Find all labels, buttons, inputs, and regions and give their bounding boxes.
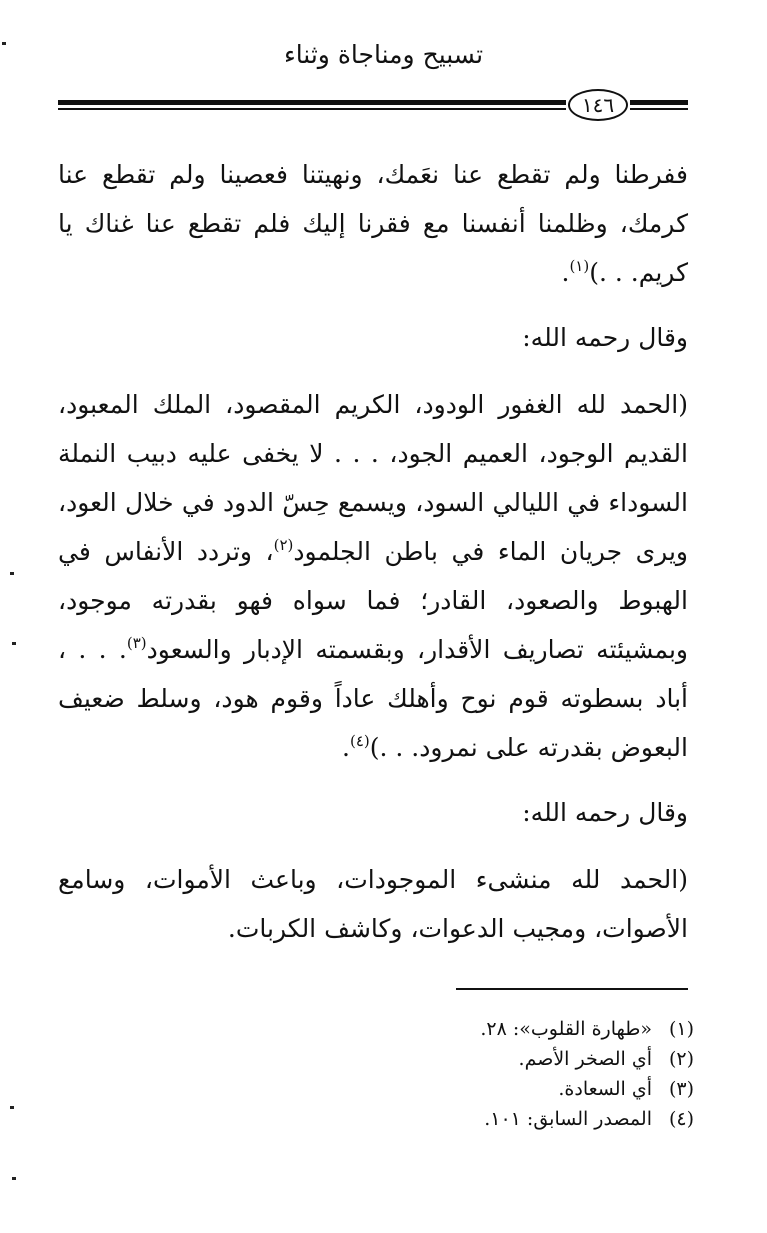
paragraph-2-text-c: . . . ، أباد بسطوته قوم نوح وأهلك عاداً وقوم هود، وسلط ضعيف البعوض بقدرته على نمرود. . .)	[58, 635, 688, 762]
running-title: تسبيح ومناجاة وثناء	[283, 40, 484, 69]
said-line-2: وقال رحمه الله:	[522, 798, 688, 827]
page-number: ١٤٦	[568, 89, 628, 121]
paragraph-1-end: .	[561, 258, 570, 287]
footnote-text: أي السعادة.	[558, 1078, 652, 1100]
footnote-number: (١)	[668, 1018, 694, 1040]
footnote-ref-1: (١)	[569, 257, 590, 275]
paragraph-2-text-a: (الحمد لله الغفور الودود، الكريم المقصود، الملك المعبود، القديم الوجود، العميم الجود، . . . لا يخفى عليه دبيب النملة السوداء في الليالي السود، ويسمع حِسّ الدود في خلال العود، ويرى جريان الماء في باطن الجلمود	[58, 390, 689, 566]
margin-speck	[2, 42, 6, 45]
footnote-number: (٢)	[668, 1048, 694, 1070]
margin-speck	[12, 642, 16, 645]
footnote-3	[58, 1074, 694, 1104]
footnote-text: المصدر السابق: ١٠١.	[484, 1108, 652, 1130]
paragraph-3: (الحمد لله منشىء الموجودات، وباعث الأموات، وسامع الأصوات، ومجيب الدعوات، وكاشف الكربات.	[58, 865, 688, 943]
footnote-2	[58, 1044, 694, 1074]
footnote-text: أي الصخر الأصم.	[518, 1048, 652, 1070]
footnote-ref-3: (٣)	[126, 634, 147, 652]
paragraph-2-text-b: ، وتردد الأنفاس في الهبوط والصعود، القادر؛ فما سواه فهو بقدرته موجود، وبمشيئته تصاريف الأقدار، وبقسمته الإدبار والسعود	[58, 537, 689, 664]
paragraph-2-end: .	[342, 733, 350, 762]
margin-speck	[12, 1177, 16, 1180]
header-rule-right-line	[630, 100, 688, 110]
footnote-number: (٤)	[668, 1108, 694, 1130]
margin-speck	[10, 1106, 14, 1109]
footnote-ref-2: (٢)	[273, 536, 294, 554]
paragraph-1-text: ففرطنا ولم تقطع عنا نعَمك، ونهيتنا فعصينا ولم تقطع عنا كرمك، وظلمنا أنفسنا مع فقرنا إليك فلم تقطع عنا غناك يا كريم. . .)	[58, 160, 688, 287]
paragraph-1	[58, 150, 688, 297]
footnote-4	[58, 1104, 694, 1134]
footnotes	[58, 1014, 694, 1134]
margin-speck	[10, 572, 14, 575]
footnote-number: (٣)	[668, 1078, 694, 1100]
header-rule	[58, 87, 688, 123]
paragraph-2	[58, 380, 688, 772]
body-text	[58, 150, 688, 953]
footnote-separator	[456, 988, 688, 990]
header-rule-left-line	[58, 100, 566, 110]
said-line-1: وقال رحمه الله:	[522, 323, 688, 352]
footnote-text: «طهارة القلوب»: ٢٨.	[480, 1018, 652, 1040]
footnote-ref-4: (٤)	[349, 732, 370, 750]
footnote-1	[58, 1014, 694, 1044]
